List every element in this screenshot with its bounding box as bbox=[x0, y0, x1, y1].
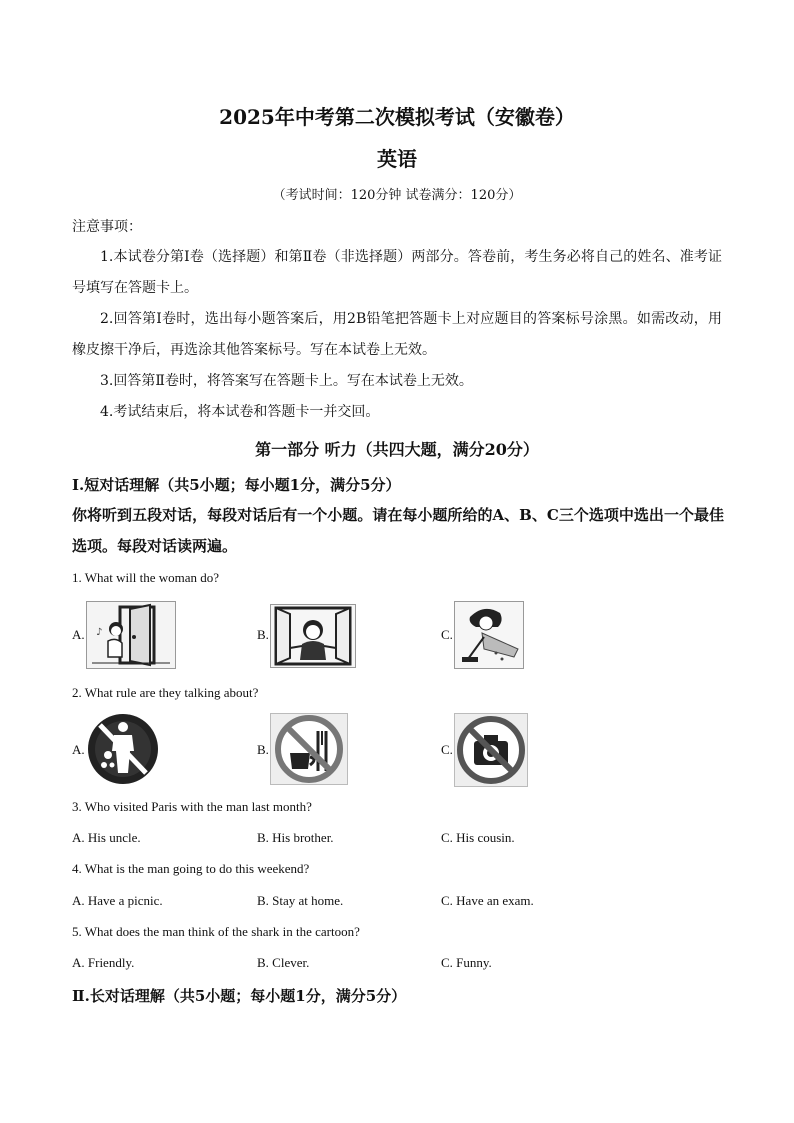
q5-option-b: B. Clever. bbox=[257, 955, 310, 970]
question-3: 3. Who visited Paris with the man last month? bbox=[72, 799, 312, 814]
q5-option-c: C. Funny. bbox=[441, 955, 492, 970]
notice-heading: 注意事项： bbox=[72, 219, 142, 235]
svg-text:♪: ♪ bbox=[96, 627, 103, 638]
time-info: （考试时间：120分钟 试卷满分：120分） bbox=[272, 188, 522, 203]
q5-option-a: A. Friendly. bbox=[72, 955, 135, 970]
girl-at-door-picture bbox=[86, 601, 176, 669]
q4-option-a: A. Have a picnic. bbox=[72, 893, 163, 908]
q1-option-b-label: B. bbox=[257, 627, 269, 642]
question-1: 1. What will the woman do? bbox=[72, 570, 220, 585]
girl-at-window-picture bbox=[270, 604, 356, 668]
notice-item-1: 1.本试卷分第Ⅰ卷（选择题）和第Ⅱ卷（非选择题）两部分。答卷前，考生务必将自己的姓名、准考证号填写在答题卡上。 bbox=[72, 249, 722, 296]
q2-option-b-label: B. bbox=[257, 742, 269, 757]
section1-title: Ⅰ.短对话理解（共5小题；每小题1分，满分5分） bbox=[72, 476, 401, 494]
q3-option-a: A. His uncle. bbox=[72, 830, 141, 845]
q1-option-c-label: C. bbox=[441, 627, 453, 642]
no-food-drink-sign bbox=[270, 713, 348, 785]
girl-sweeping-picture bbox=[454, 601, 524, 669]
subject-title: 英语 bbox=[377, 147, 417, 171]
q4-option-b: B. Stay at home. bbox=[257, 893, 344, 908]
part1-title: 第一部分 听力（共四大题，满分20分） bbox=[255, 440, 539, 459]
question-2: 2. What rule are they talking about? bbox=[72, 685, 259, 700]
q3-option-c: C. His cousin. bbox=[441, 830, 515, 845]
exam-title: 2025年中考第二次模拟考试（安徽卷） bbox=[219, 105, 575, 129]
notice-item-2: 2.回答第Ⅰ卷时，选出每小题答案后，用2B铅笔把答题卡上对应题目的答案标号涂黑。如需改动，用橡皮擦干净后，再选涂其他答案标号。写在本试卷上无效。 bbox=[72, 311, 722, 358]
section2-title: Ⅱ.长对话理解（共5小题；每小题1分，满分5分） bbox=[72, 987, 407, 1005]
q4-option-c: C. Have an exam. bbox=[441, 893, 534, 908]
q3-option-b: B. His brother. bbox=[257, 830, 334, 845]
no-photography-sign bbox=[454, 713, 528, 787]
notice-item-4: 4.考试结束后，将本试卷和答题卡一并交回。 bbox=[100, 404, 380, 420]
q2-option-a-label: A. bbox=[72, 742, 85, 757]
question-5: 5. What does the man think of the shark in the cartoon? bbox=[72, 924, 360, 939]
notice-item-3: 3.回答第Ⅱ卷时，将答案写在答题卡上。写在本试卷上无效。 bbox=[100, 373, 473, 389]
section1-instruction: 你将听到五段对话，每段对话后有一个小题。请在每小题所给的A、B、C三个选项中选出一个最佳选项。每段对话读两遍。 bbox=[72, 506, 724, 555]
no-littering-sign bbox=[86, 711, 160, 787]
q1-option-a-label: A. bbox=[72, 627, 85, 642]
question-4: 4. What is the man going to do this weekend? bbox=[72, 861, 310, 876]
q2-option-c-label: C. bbox=[441, 742, 453, 757]
